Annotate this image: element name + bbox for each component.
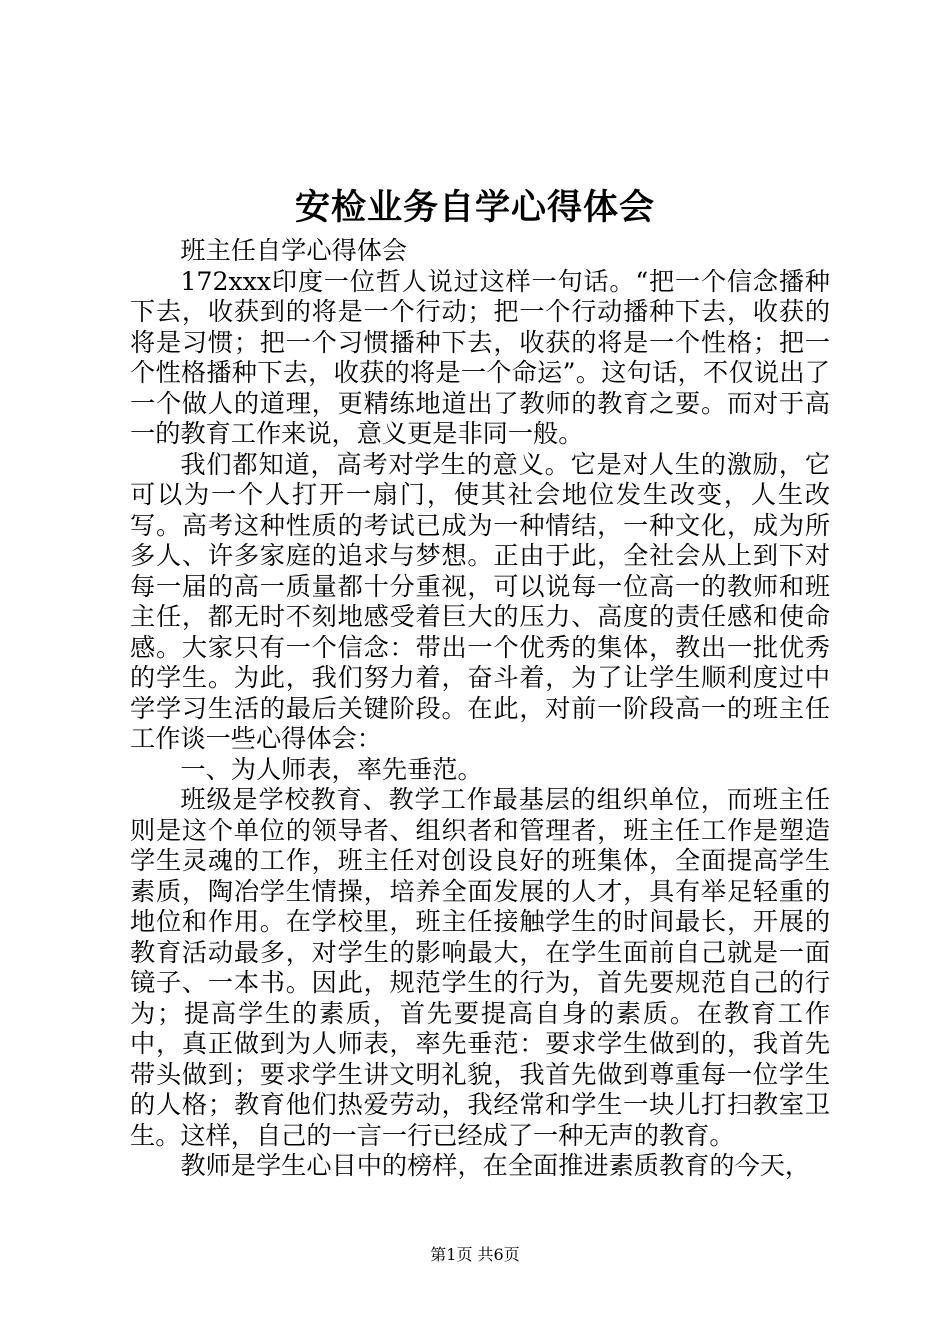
section-heading-1: 一、为人师表，率先垂范。 <box>180 754 483 784</box>
document-body <box>130 236 830 1182</box>
paragraph-class-teacher: 班级是学校教育、教学工作最基层的组织单位，而班主任则是这个单位的领导者、组织者和管理者，班主任工作是塑造学生灵魂的工作，班主任对创设良好的班集体，全面提高学生素质，陶冶学生情操，培养全面发展的人才，具有举足轻重的地位和作用。在学校里，班主任接触学生的时间最长，开展的教育活动最多，对学生的影响最大，在学生面前自己就是一面镜子、一本书。因此，规范学生的行为，首先要规范自己的行为；提高学生的素质，首先要提高自身的素质。在教育工作中，真正做到为人师表，率先垂范：要求学生做到的，我首先带头做到；要求学生讲文明礼貌，我首先做到尊重每一位学生的人格；教育他们热爱劳动，我经常和学生一块儿打扫教室卫生。这样，自己的一言一行已经成了一种无声的教育。 <box>130 785 830 1150</box>
paragraph-intro: 172xxx印度一位哲人说过这样一句话。“把一个信念播种下去，收获到的将是一个行动；把一个行动播种下去，收获的将是习惯；把一个习惯播种下去，收获的将是一个性格；把一个性格播种下去，收获的将是一个命运”。这句话，不仅说出了一个做人的道理，更精练地道出了教师的教育之要。而对于高一的教育工作来说，意义更是非同一般。 <box>130 266 830 448</box>
paragraph-subtitle: 班主任自学心得体会 <box>180 236 408 265</box>
page-footer: 第1页 共6页 <box>430 1245 520 1264</box>
paragraph-gaokao: 我们都知道，高考对学生的意义。它是对人生的激励，它可以为一个人打开一扇门，使其社会地位发生改变，人生改写。高考这种性质的考试已成为一种情结，一种文化，成为所多人、许多家庭的追求与梦想。正由于此，全社会从上到下对每一届的高一质量都十分重视，可以说每一位高一的教师和班主任，都无时不刻地感受着巨大的压力、高度的责任感和使命感。大家只有一个信念：带出一个优秀的集体，教出一批优秀的学生。为此，我们努力着，奋斗着，为了让学生顺利度过中学学习生活的最后关键阶段。在此，对前一阶段高一的班主任工作谈一些心得体会： <box>130 449 830 753</box>
document-title: 安检业务自学心得体会 <box>294 187 655 228</box>
paragraph-role-model: 教师是学生心目中的榜样，在全面推进素质教育的今天， <box>180 1151 811 1180</box>
